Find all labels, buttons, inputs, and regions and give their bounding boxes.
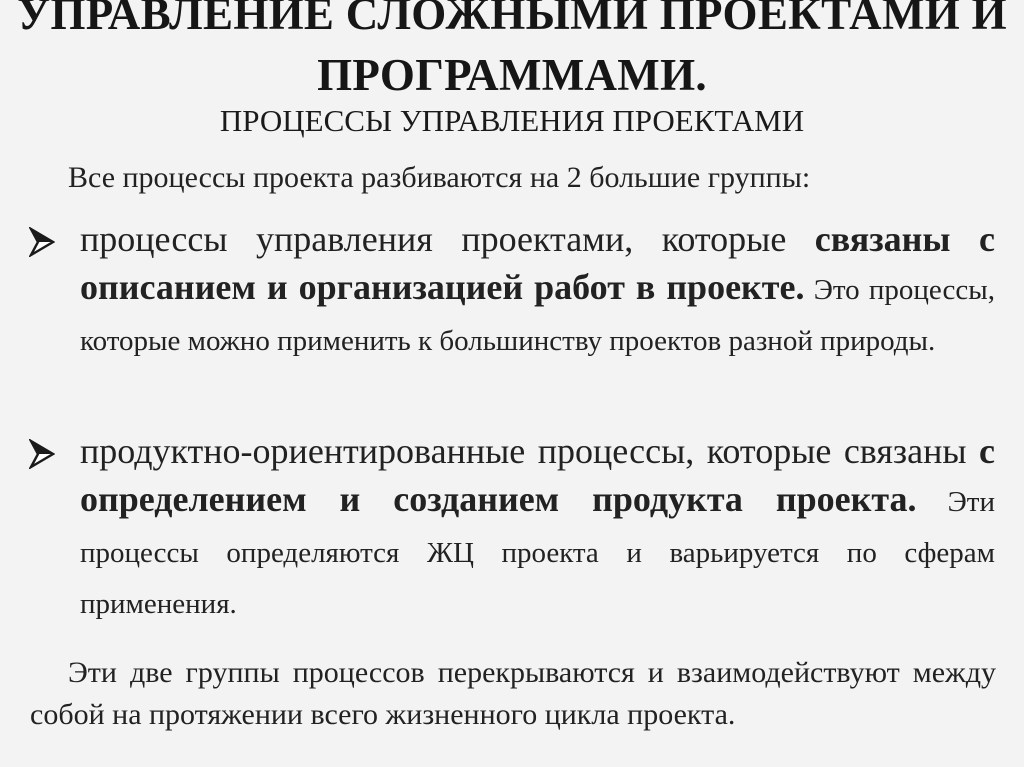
- arrowhead-bullet-icon: [29, 439, 55, 469]
- closing-paragraph: Эти две группы процессов перекрываются и взаимодействуют между собой на протяжении всего жизненного цикла проекта.: [30, 656, 996, 731]
- intro-text: Все процессы проекта разбиваются на 2 большие группы:: [68, 161, 811, 194]
- slide-title-line-2: ПРОГРАММАМИ.: [317, 50, 707, 100]
- bullet-text-note: Эти процессы определяются ЖЦ проекта и варьируется по сферам применения.: [80, 486, 995, 620]
- bullet-text-emphasis: с определением и созданием продукта проекта.: [80, 431, 995, 519]
- bullet-text-emphasis: связаны с описанием и организацией работ в проекте.: [80, 219, 995, 307]
- bullet-text: [80, 215, 995, 365]
- slide-title-line-1: УПРАВЛЕНИЕ СЛОЖНЫМИ ПРОЕКТАМИ И: [17, 0, 1007, 39]
- bullet-text: [80, 427, 995, 628]
- arrowhead-bullet-icon: [29, 227, 55, 257]
- slide-subtitle: ПРОЦЕССЫ УПРАВЛЕНИЯ ПРОЕКТАМИ: [219, 103, 805, 138]
- bullet-text-plain: процессы управления проектами, которые: [80, 219, 815, 259]
- closing-text: [30, 652, 996, 736]
- bullet-text-note: Это процессы, которые можно применить к большинству проектов разной природы.: [80, 274, 996, 357]
- bullet-text-plain: продуктно-ориентированные процессы, которые связаны: [80, 431, 980, 471]
